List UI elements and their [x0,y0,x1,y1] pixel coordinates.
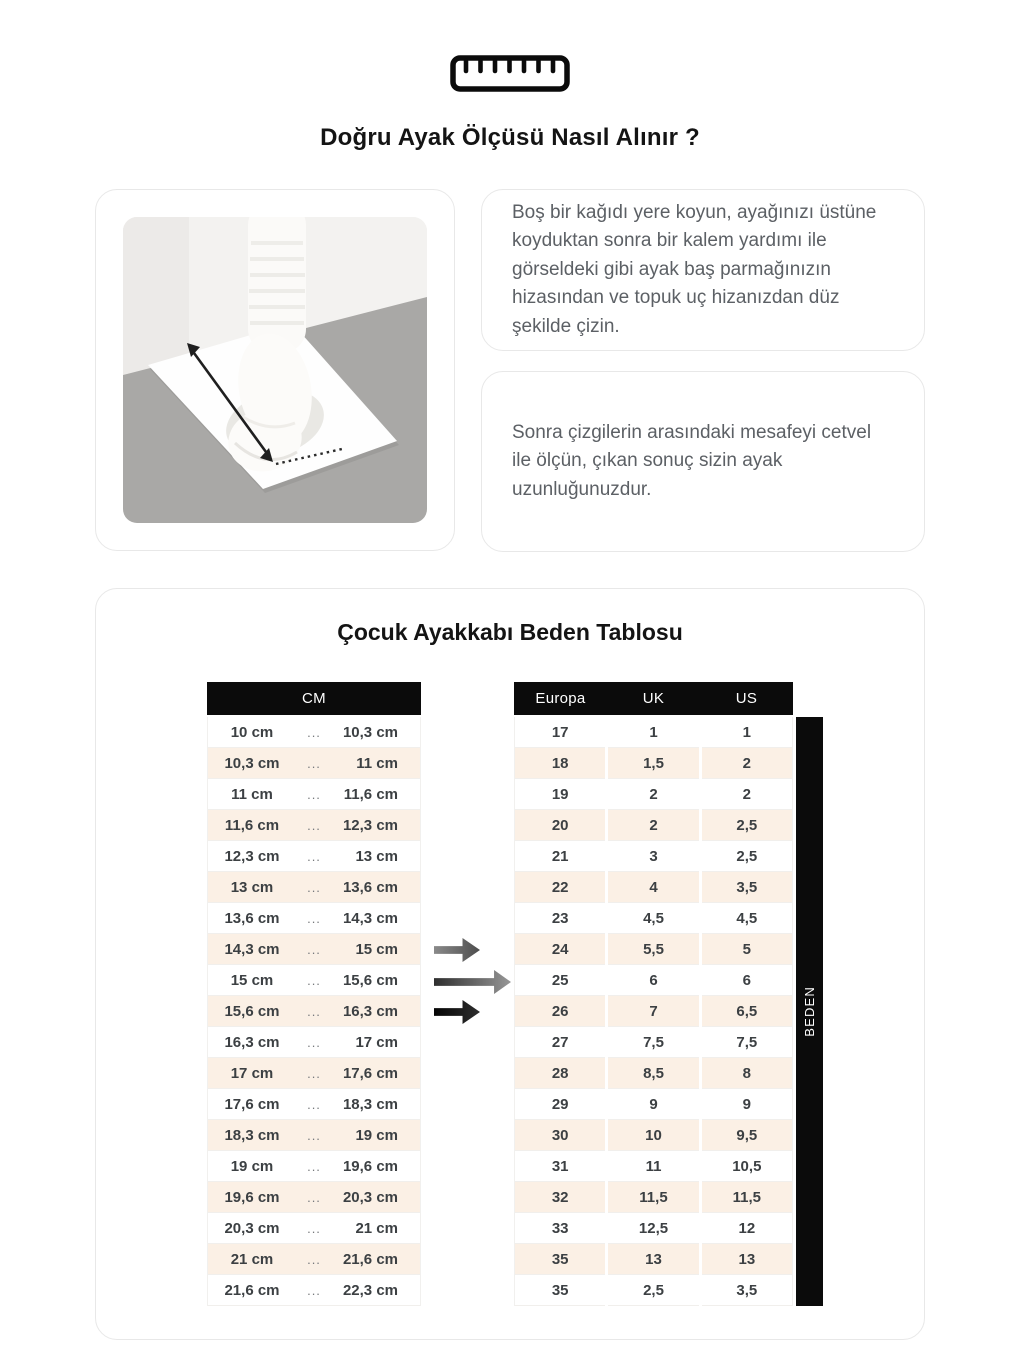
cm-table-row [208,748,420,779]
range-dots: ... [307,1065,321,1081]
cm-range-start: 16,3 cm [224,1033,280,1051]
cm-table [207,682,421,1306]
instruction-step-2 [481,371,925,552]
range-dots: ... [307,1003,321,1019]
cm-table-row [208,1027,420,1058]
cm-table-header: CM [207,682,421,715]
size-table-row [515,1182,792,1213]
us-size: 2 [702,779,792,810]
arrow-right-icon [434,970,511,994]
cm-table-row [208,965,420,996]
cm-range-start: 12,3 cm [224,847,280,865]
us-size: 10,5 [702,1151,792,1182]
cm-range-start: 14,3 cm [224,940,280,958]
range-dots: ... [307,1096,321,1112]
beden-label: BEDEN [802,986,817,1037]
cm-range-start: 18,3 cm [224,1126,280,1144]
us-size: 6 [702,965,792,996]
cm-table-row [208,1182,420,1213]
europa-size: 30 [515,1120,605,1151]
cm-table-row [208,1120,420,1151]
us-size: 2 [702,748,792,779]
cm-table-body [207,717,421,1306]
cm-range-end: 17 cm [355,1033,398,1051]
uk-size: 1 [608,717,698,748]
uk-size: 5,5 [608,934,698,965]
cm-range-start: 13 cm [230,878,274,896]
size-table-row [515,748,792,779]
europa-size: 28 [515,1058,605,1089]
uk-size: 9 [608,1089,698,1120]
cm-range-end: 18,3 cm [342,1095,398,1113]
cm-range-start: 17,6 cm [224,1095,280,1113]
cm-range-end: 16,3 cm [342,1002,398,1020]
us-size: 4,5 [702,903,792,934]
instruction-cards [481,189,925,552]
uk-size: 2 [608,779,698,810]
cm-table-row [208,717,420,748]
transfer-arrows-icon [421,682,514,1304]
europa-size: 24 [515,934,605,965]
size-table-row [515,1213,792,1244]
size-table-row [515,717,792,748]
size-table-row [515,903,792,934]
page-title: Doğru Ayak Ölçüsü Nasıl Alınır ? [320,124,700,151]
size-table-row [515,934,792,965]
europa-size: 29 [515,1089,605,1120]
uk-size: 7,5 [608,1027,698,1058]
cm-range-start: 11,6 cm [224,816,280,834]
europa-size: 31 [515,1151,605,1182]
cm-range-end: 13,6 cm [342,878,398,896]
size-tables-row [207,682,924,1306]
europa-size: 17 [515,717,605,748]
foot-measurement-illustration [123,217,427,523]
us-size: 2,5 [702,841,792,872]
uk-size: 11,5 [608,1182,698,1213]
range-dots: ... [307,1158,321,1174]
size-table-row [515,1275,792,1306]
range-dots: ... [307,817,321,833]
range-dots: ... [307,724,321,740]
uk-size: 3 [608,841,698,872]
cm-table-row [208,1275,420,1306]
cm-range-end: 17,6 cm [342,1064,398,1082]
cm-range-end: 11 cm [356,754,398,772]
range-dots: ... [307,1189,321,1205]
uk-size: 13 [608,1244,698,1275]
cm-range-start: 21 cm [230,1250,274,1268]
europa-size: 35 [515,1275,605,1306]
europa-size: 22 [515,872,605,903]
range-dots: ... [307,1282,321,1298]
uk-size: 2,5 [608,1275,698,1306]
us-size: 13 [702,1244,792,1275]
size-table-row [515,810,792,841]
cm-range-end: 21,6 cm [342,1250,398,1268]
europa-size: 18 [515,748,605,779]
range-dots: ... [307,1220,321,1236]
size-table-card [95,588,925,1340]
europa-size: 25 [515,965,605,996]
international-size-table [514,682,793,1306]
cm-range-start: 15 cm [230,971,274,989]
measure-guide-section [0,0,1020,552]
header-europa: Europa [535,690,586,707]
instruction-step-2-text: Sonra çizgilerin arasındaki mesafeyi cetvel ile ölçün, çıkan sonuç sizin ayak uzunluğunuzdur. [512,421,872,500]
range-dots: ... [307,972,321,988]
us-size: 7,5 [702,1027,792,1058]
us-size: 3,5 [702,872,792,903]
cm-range-end: 12,3 cm [342,816,398,834]
uk-size: 8,5 [608,1058,698,1089]
uk-size: 11 [608,1151,698,1182]
cm-range-end: 11,6 cm [343,785,398,803]
cm-range-start: 10,3 cm [224,754,280,772]
cm-range-end: 21 cm [355,1219,398,1237]
range-dots: ... [307,941,321,957]
europa-size: 23 [515,903,605,934]
us-size: 3,5 [702,1275,792,1306]
beden-vertical-bar [796,717,823,1306]
europa-size: 35 [515,1244,605,1275]
uk-size: 2 [608,810,698,841]
instruction-step-1-text: Boş bir kağıdı yere koyun, ayağınızı üstüne koyduktan sonra bir kalem yardımı ile görseldeki gibi ayak baş parmağınızın hizasından ve topuk uç hizanızdan düz şekilde çizin. [512,201,877,337]
cm-range-end: 14,3 cm [342,909,398,927]
cm-range-end: 19 cm [355,1126,398,1144]
cm-range-end: 10,3 cm [342,723,398,741]
range-dots: ... [307,848,321,864]
size-table-row [515,1120,792,1151]
size-table-row [515,965,792,996]
us-size: 6,5 [702,996,792,1027]
uk-size: 6 [608,965,698,996]
us-size: 12 [702,1213,792,1244]
europa-size: 33 [515,1213,605,1244]
uk-size: 12,5 [608,1213,698,1244]
cm-range-start: 20,3 cm [224,1219,280,1237]
cm-range-end: 22,3 cm [342,1281,398,1299]
us-size: 2,5 [702,810,792,841]
cm-range-start: 15,6 cm [224,1002,280,1020]
range-dots: ... [307,786,321,802]
europa-size: 26 [515,996,605,1027]
size-table-row [515,1089,792,1120]
us-size: 11,5 [702,1182,792,1213]
uk-size: 4 [608,872,698,903]
instruction-step-1 [481,189,925,351]
cm-range-start: 13,6 cm [224,909,280,927]
cm-table-row [208,903,420,934]
size-table-row [515,841,792,872]
size-table-row [515,996,792,1027]
cm-range-start: 19,6 cm [224,1188,280,1206]
cm-range-end: 15,6 cm [342,971,398,989]
header-us: US [735,690,758,707]
cm-range-start: 19 cm [230,1157,274,1175]
size-table-body [514,717,793,1306]
range-dots: ... [307,1251,321,1267]
size-table-title: Çocuk Ayakkabı Beden Tablosu [337,619,683,645]
uk-size: 10 [608,1120,698,1151]
size-table-row [515,1058,792,1089]
cm-table-row [208,810,420,841]
cm-table-row [208,934,420,965]
cm-table-row [208,872,420,903]
guide-cards-row [95,189,925,552]
foot-photo-card [95,189,455,551]
size-table-row [515,779,792,810]
uk-size: 1,5 [608,748,698,779]
cm-range-start: 21,6 cm [224,1281,280,1299]
uk-size: 7 [608,996,698,1027]
cm-table-row [208,1089,420,1120]
cm-table-row [208,1213,420,1244]
size-table-row [515,872,792,903]
europa-size: 27 [515,1027,605,1058]
europa-size: 21 [515,841,605,872]
cm-range-end: 15 cm [355,940,398,958]
us-size: 9,5 [702,1120,792,1151]
cm-range-start: 11 cm [231,785,273,803]
size-table-row [515,1151,792,1182]
ruler-icon [0,55,1020,92]
header-uk: UK [642,690,665,707]
cm-table-row [208,1244,420,1275]
range-dots: ... [307,1127,321,1143]
cm-table-row [208,779,420,810]
arrow-right-icon [434,1000,480,1024]
us-size: 5 [702,934,792,965]
cm-range-end: 19,6 cm [342,1157,398,1175]
cm-table-row [208,1151,420,1182]
size-table-row [515,1027,792,1058]
size-table-header [514,682,793,715]
europa-size: 32 [515,1182,605,1213]
uk-size: 4,5 [608,903,698,934]
cm-range-end: 20,3 cm [342,1188,398,1206]
cm-table-row [208,996,420,1027]
cm-range-end: 13 cm [355,847,398,865]
cm-range-start: 10 cm [230,723,274,741]
cm-table-row [208,841,420,872]
europa-size: 19 [515,779,605,810]
us-size: 8 [702,1058,792,1089]
range-dots: ... [307,879,321,895]
range-dots: ... [307,910,321,926]
range-dots: ... [307,1034,321,1050]
cm-range-start: 17 cm [230,1064,274,1082]
cm-table-row [208,1058,420,1089]
us-size: 9 [702,1089,792,1120]
size-table-row [515,1244,792,1275]
us-size: 1 [702,717,792,748]
arrow-right-icon [434,938,480,962]
range-dots: ... [307,755,321,771]
europa-size: 20 [515,810,605,841]
